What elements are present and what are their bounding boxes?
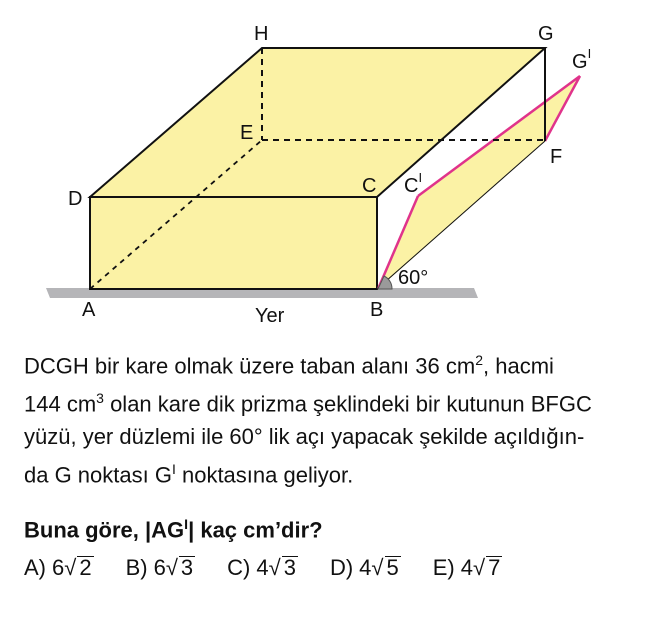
label-b: B (370, 299, 384, 321)
label-e: E (240, 122, 254, 144)
choice-c[interactable]: C) 4 √ 3 (227, 555, 296, 580)
problem-line-1: DCGH bir kare olmak üzere taban alanı 36 $cm^2$, hacmi (24, 352, 554, 379)
question-prompt: Buna göre, $|AG^I|$ kaç cm’dir? (24, 516, 323, 543)
label-h: H (254, 23, 269, 45)
sqrt-symbol: √ 2 (64, 555, 92, 580)
sqrt-symbol: √ 7 (473, 555, 501, 580)
problem-line-4: da G noktası $G^I$ noktasına geliyor. (24, 460, 354, 487)
label-g: G (538, 23, 554, 45)
choice-a[interactable]: A) 6 √ 2 (24, 555, 92, 580)
sqrt-symbol: √ 3 (165, 555, 194, 580)
label-f: F (550, 146, 563, 168)
angle-label: 60° (398, 267, 429, 289)
choice-e[interactable]: E) 4 √ 7 (432, 555, 501, 580)
answer-choices (24, 555, 664, 581)
front-face (90, 197, 377, 289)
sqrt-symbol: √ 3 (268, 555, 296, 580)
label-c-prime: $C^I$ (404, 170, 423, 197)
choice-d[interactable]: D) 4 √ 5 (329, 555, 399, 580)
ground-label: Yer (255, 305, 285, 327)
sqrt-symbol: √ 5 (371, 555, 399, 580)
label-g-prime: $G^I$ (572, 46, 592, 73)
label-c: C (362, 175, 377, 197)
problem-line-2: 144 $cm^3$ olan kare dik prizma şeklindeki bir kutunun BFGC (24, 390, 592, 417)
problem-line-3: yüzü, yer düzlemi ile 60° lik açı yapacak şekilde açıldığın- (24, 423, 585, 449)
label-d: D (68, 188, 83, 210)
choice-b[interactable]: B) 6 √ 3 (125, 555, 194, 580)
label-a: A (82, 299, 96, 321)
problem-statement (24, 344, 654, 491)
